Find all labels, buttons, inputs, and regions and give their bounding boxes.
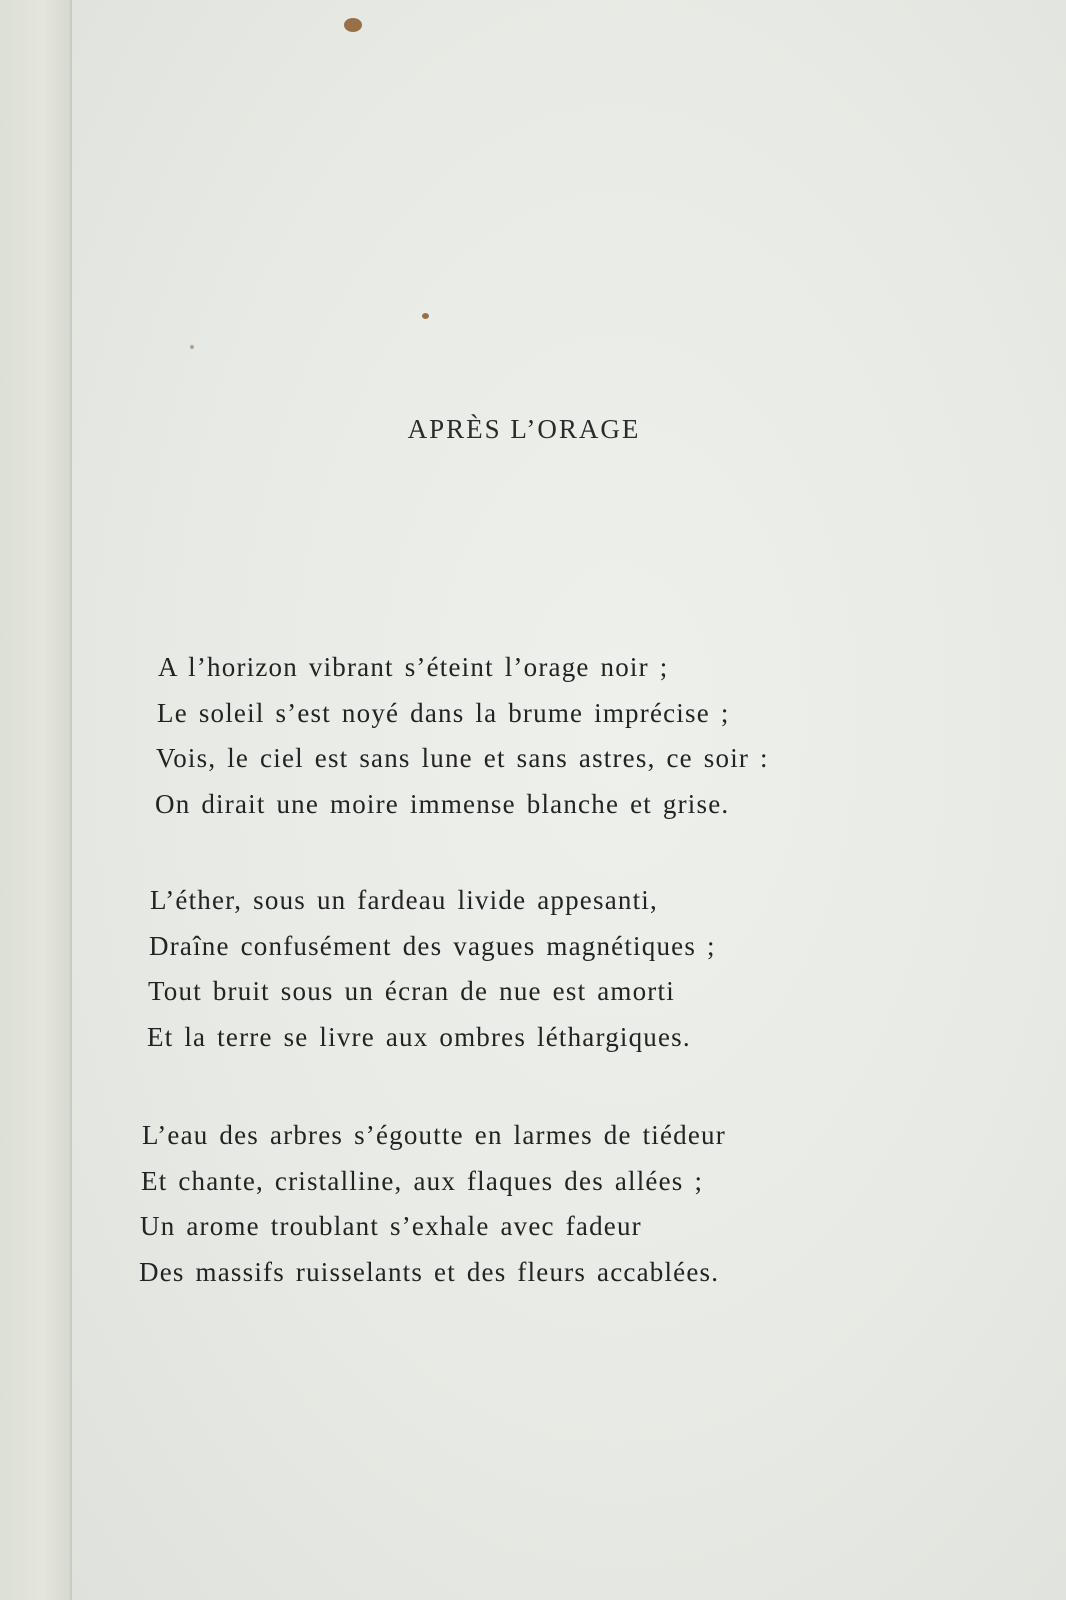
poem-title: APRÈS L’ORAGE bbox=[407, 414, 641, 444]
poem-line: Tout bruit sous un écran de nue est amorti bbox=[148, 976, 675, 1006]
poem-line: Le soleil s’est noyé dans la brume imprécise ; bbox=[157, 697, 730, 728]
previous-page-edge bbox=[0, 0, 72, 1600]
poem-line: Vois, le ciel est sans lune et sans astres, ce soir : bbox=[156, 743, 769, 773]
foxing-spot bbox=[190, 345, 194, 349]
foxing-spot bbox=[422, 313, 429, 319]
poem-line: On dirait une moire immense blanche et grise. bbox=[155, 788, 730, 819]
poem-line: Draîne confusément des vagues magnétiques ; bbox=[149, 930, 716, 961]
poem-line: Et chante, cristalline, aux flaques des allées ; bbox=[141, 1165, 704, 1196]
poem-line: A l’horizon vibrant s’éteint l’orage noir ; bbox=[158, 652, 669, 682]
foxing-spot bbox=[344, 18, 362, 32]
poem-line: Et la terre se livre aux ombres léthargiques. bbox=[147, 1021, 691, 1052]
poem-line: Des massifs ruisselants et des fleurs accablées. bbox=[139, 1256, 720, 1287]
poem-stanza-2 bbox=[147, 878, 716, 1060]
poem-line: L’eau des arbres s’égoutte en larmes de tiédeur bbox=[142, 1120, 726, 1150]
poem-line: L’éther, sous un fardeau livide appesanti, bbox=[150, 885, 658, 915]
poem-stanza-3 bbox=[139, 1113, 726, 1295]
poem-stanza-1 bbox=[155, 645, 769, 827]
poem-line: Un arome troublant s’exhale avec fadeur bbox=[140, 1211, 642, 1241]
